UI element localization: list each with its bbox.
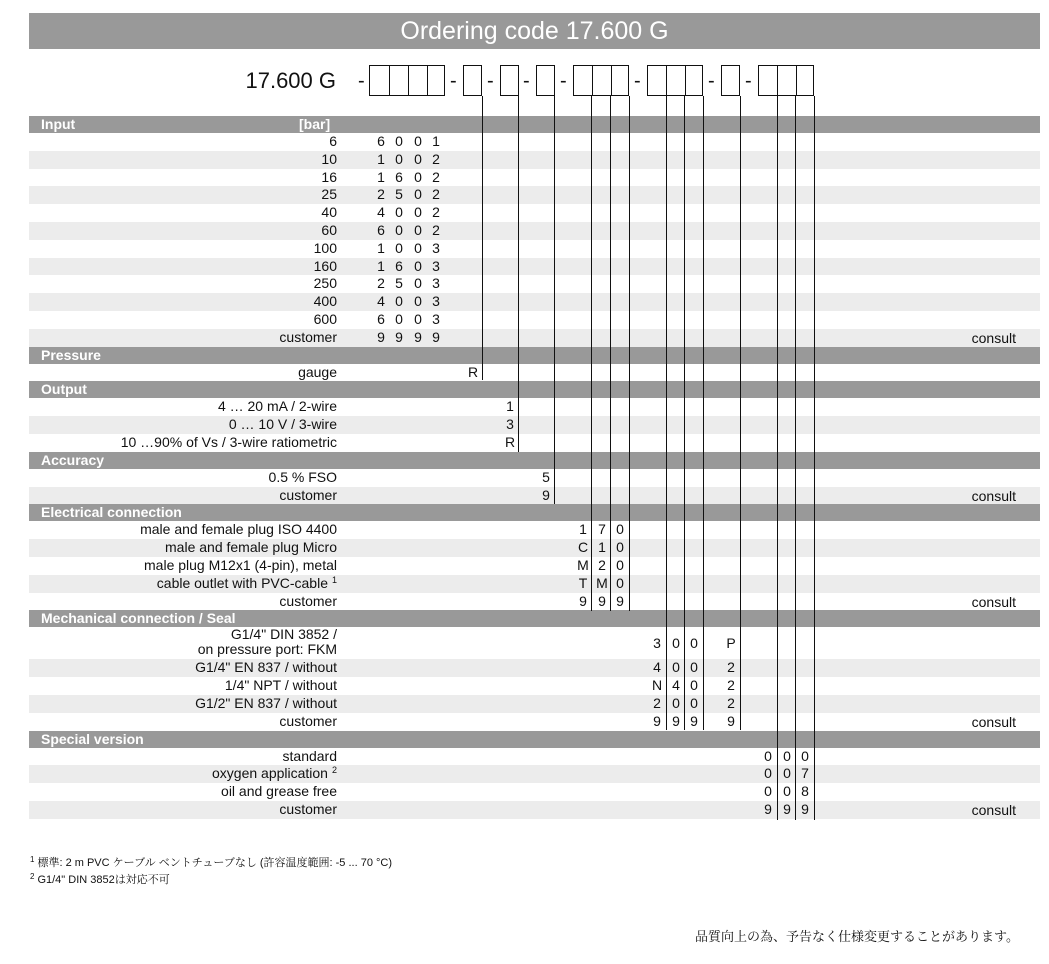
code-character: R: [467, 363, 479, 380]
table-row: [29, 557, 1040, 575]
code-character: 0: [690, 659, 698, 676]
code-character: 4: [377, 204, 385, 221]
code-character: M: [596, 574, 608, 591]
code-character: 9: [783, 801, 791, 817]
code-character: 0: [783, 783, 791, 800]
section-title: Output: [41, 381, 87, 398]
option-label: customer: [279, 486, 337, 503]
code-character: 0: [764, 783, 772, 800]
code-character: 9: [727, 712, 735, 729]
option-label: G1/4" EN 837 / without: [195, 659, 337, 676]
code-character: 0: [395, 239, 403, 256]
table-row: [29, 695, 1040, 713]
code-character: 0: [395, 150, 403, 167]
option-label: 600: [313, 311, 337, 327]
table-row: [29, 434, 1040, 452]
code-guide-line: [777, 96, 778, 820]
table-row: [29, 240, 1040, 258]
code-character: 0: [414, 150, 422, 167]
code-character: 6: [395, 168, 403, 185]
option-label: customer: [279, 328, 337, 345]
code-character: 0: [414, 186, 422, 203]
code-character: 0: [764, 747, 772, 764]
code-slot-divider: [685, 65, 686, 96]
code-guide-line: [518, 96, 519, 452]
section-header: [29, 381, 1040, 398]
section-header: [29, 504, 1040, 521]
option-label: male and female plug ISO 4400: [140, 521, 337, 538]
code-character: 9: [653, 712, 661, 729]
table-row: [29, 169, 1040, 187]
code-character: 0: [783, 765, 791, 782]
code-guide-line: [684, 96, 685, 730]
option-label: G1/4" DIN 3852 / on pressure port: FKM: [197, 626, 337, 658]
code-dash: -: [450, 70, 457, 92]
table-row: [29, 521, 1040, 539]
code-dash: -: [708, 70, 715, 92]
section-header: [29, 452, 1040, 469]
code-character: 9: [690, 712, 698, 729]
code-character: 4: [377, 293, 385, 310]
option-label: 6: [329, 133, 337, 149]
code-guide-line: [814, 96, 815, 820]
code-dash: -: [634, 70, 641, 92]
code-character: 1: [579, 521, 587, 538]
code-character: 2: [377, 275, 385, 292]
option-label: cable outlet with PVC-cable $^1$: [156, 574, 337, 591]
code-character: 1: [377, 168, 385, 185]
section-header: [29, 610, 1040, 627]
table-row: [29, 329, 1040, 347]
code-character: 0: [395, 311, 403, 327]
code-character: C: [577, 539, 589, 556]
code-slot-1: [369, 65, 445, 96]
code-character: 3: [653, 635, 661, 652]
section-title: Pressure: [41, 346, 101, 363]
code-dash: -: [745, 70, 752, 92]
table-row: [29, 311, 1040, 329]
code-dash: -: [358, 70, 365, 92]
code-character: 5: [395, 186, 403, 203]
code-character: 6: [377, 311, 385, 327]
code-character: 3: [432, 275, 440, 292]
code-character: 0: [672, 695, 680, 711]
code-character: 8: [801, 783, 809, 800]
code-character: 1: [377, 150, 385, 167]
code-character: 0: [414, 168, 422, 185]
option-label: customer: [279, 712, 337, 729]
code-character: T: [578, 574, 588, 591]
option-label: G1/2" EN 837 / without: [195, 695, 337, 711]
code-slot-6: [647, 65, 703, 96]
code-character: 2: [432, 150, 440, 167]
option-label: oxygen application $^2$: [212, 765, 337, 782]
option-label: 40: [321, 204, 337, 221]
code-character: 0: [616, 539, 624, 556]
option-label: oil and grease free: [221, 783, 337, 800]
option-label: 60: [321, 222, 337, 238]
code-character: 0: [414, 222, 422, 238]
code-guide-line: [740, 96, 741, 730]
code-slot-divider: [777, 65, 778, 96]
ordering-code-label: 17.600 G: [245, 68, 336, 93]
code-dash: -: [523, 70, 530, 92]
code-character: 0: [395, 204, 403, 221]
option-label: gauge: [298, 363, 337, 380]
section-unit: [bar]: [299, 116, 331, 132]
code-character: 0: [764, 765, 772, 782]
table-row: [29, 593, 1040, 611]
code-character: 9: [616, 592, 624, 609]
code-character: 9: [579, 592, 587, 609]
code-guide-line: [554, 96, 555, 504]
table-row: [29, 765, 1040, 783]
code-character: 1: [377, 239, 385, 256]
code-character: 9: [395, 328, 403, 345]
option-label: 10 …90% of Vs / 3-wire ratiometric: [120, 434, 337, 450]
code-character: 3: [432, 257, 440, 274]
option-label: standard: [282, 747, 337, 764]
option-label: male plug M12x1 (4-pin), metal: [144, 557, 337, 573]
code-character: 9: [377, 328, 385, 345]
table-row: [29, 275, 1040, 293]
code-slot-4: [536, 65, 555, 96]
code-character: 5: [542, 468, 550, 485]
section-title: Electrical connection: [41, 504, 182, 521]
code-character: 9: [801, 801, 809, 817]
code-guide-line: [629, 96, 630, 611]
code-character: 3: [506, 416, 514, 433]
table-row: [29, 222, 1040, 240]
code-character: 1: [432, 133, 440, 149]
option-label: 0.5 % FSO: [268, 468, 337, 485]
code-character: 7: [598, 521, 606, 538]
code-character: 0: [616, 557, 624, 573]
consult-note: consult: [971, 713, 1016, 730]
code-slot-3: [500, 65, 519, 96]
table-row: [29, 151, 1040, 169]
code-character: R: [504, 434, 516, 450]
code-guide-line: [482, 96, 483, 380]
code-character: M: [577, 557, 589, 573]
code-character: 2: [432, 168, 440, 185]
code-guide-line: [591, 96, 592, 611]
code-slot-7: [721, 65, 740, 96]
code-guide-line: [666, 96, 667, 730]
footnotes: [30, 855, 392, 889]
code-character: 0: [783, 747, 791, 764]
table-row: [29, 186, 1040, 204]
section-header: [29, 116, 1040, 133]
code-character: 2: [727, 695, 735, 711]
code-character: 0: [690, 635, 698, 652]
code-character: 2: [653, 695, 661, 711]
footnote-1: $^1$ 標準: 2 m PVC ケーブル ベントチューブなし (許容温度範囲: -5 ... 70 °C): [30, 855, 393, 869]
table-row: [29, 801, 1040, 819]
code-character: 2: [598, 557, 606, 573]
code-character: 3: [432, 239, 440, 256]
code-character: 4: [653, 659, 661, 676]
code-character: 0: [801, 747, 809, 764]
option-label: 0 … 10 V / 3-wire: [228, 416, 337, 433]
table-row: [29, 713, 1040, 731]
code-character: 0: [414, 275, 422, 292]
section-title: Input: [41, 116, 76, 132]
code-character: 4: [672, 677, 680, 694]
table-row: [29, 575, 1040, 593]
code-slot-divider: [666, 65, 667, 96]
table-row: [29, 677, 1040, 695]
table-row: [29, 539, 1040, 557]
table-row: [29, 487, 1040, 505]
code-character: 6: [377, 222, 385, 238]
page-title: Ordering code 17.600 G: [29, 13, 1040, 49]
option-label: 1/4" NPT / without: [224, 677, 337, 694]
consult-note: consult: [971, 487, 1016, 504]
consult-note: consult: [971, 802, 1016, 818]
option-label: 4 … 20 mA / 2-wire: [217, 398, 337, 415]
code-slot-8: [758, 65, 814, 96]
option-label: 16: [321, 168, 337, 185]
code-character: 9: [432, 328, 440, 345]
spec-change-notice: 品質向上の為、予告なく仕様変更することがあります。: [695, 930, 1019, 945]
code-character: 2: [727, 677, 735, 694]
table-row: [29, 469, 1040, 487]
table-row: [29, 364, 1040, 382]
table-row: [29, 398, 1040, 416]
code-dash: -: [487, 70, 494, 92]
code-character: 3: [432, 311, 440, 327]
option-label: 25: [321, 186, 337, 203]
consult-note: consult: [971, 329, 1016, 346]
table-row: [29, 133, 1040, 151]
code-character: 0: [414, 257, 422, 274]
code-character: 2: [432, 222, 440, 238]
table-row: [29, 293, 1040, 311]
table-row: [29, 627, 1040, 659]
section-title: Accuracy: [41, 451, 105, 468]
table-row: [29, 783, 1040, 801]
option-label: customer: [279, 592, 337, 609]
code-slot-5: [573, 65, 629, 96]
code-character: 9: [542, 486, 550, 503]
code-character: P: [726, 635, 736, 652]
code-character: 2: [727, 659, 735, 676]
option-label: 10: [321, 150, 337, 167]
code-character: 5: [395, 275, 403, 292]
footnote-2: $^2$ G1/4" DIN 3852は対応不可: [30, 872, 170, 886]
code-character: 0: [414, 133, 422, 149]
code-character: 0: [414, 239, 422, 256]
code-character: 1: [598, 539, 606, 556]
code-character: 6: [395, 257, 403, 274]
code-character: 9: [764, 801, 772, 817]
code-character: 9: [414, 328, 422, 345]
option-label: male and female plug Micro: [165, 539, 337, 556]
option-label: 100: [313, 239, 337, 256]
table-row: [29, 204, 1040, 222]
code-guide-line: [795, 96, 796, 820]
option-label: 160: [313, 257, 337, 274]
code-character: 0: [414, 293, 422, 310]
code-character: 1: [506, 398, 514, 415]
consult-note: consult: [971, 593, 1016, 610]
code-dash: -: [560, 70, 567, 92]
code-slot-2: [463, 65, 482, 96]
table-row: [29, 748, 1040, 766]
code-character: 2: [377, 186, 385, 203]
code-character: N: [651, 677, 663, 694]
code-character: 6: [377, 133, 385, 149]
code-slot-divider: [592, 65, 593, 96]
code-character: 7: [801, 765, 809, 782]
code-character: 0: [414, 204, 422, 221]
section-header: [29, 731, 1040, 748]
code-slot-divider: [427, 65, 428, 96]
code-character: 0: [672, 659, 680, 676]
section-title: Mechanical connection / Seal: [41, 610, 236, 627]
code-character: 1: [377, 257, 385, 274]
table-row: [29, 416, 1040, 434]
code-slot-divider: [389, 65, 390, 96]
code-guide-line: [610, 96, 611, 611]
code-character: 0: [414, 311, 422, 327]
option-label: customer: [279, 801, 337, 817]
code-character: 2: [432, 186, 440, 203]
code-character: 0: [395, 293, 403, 310]
code-character: 9: [672, 712, 680, 729]
code-character: 0: [395, 222, 403, 238]
code-character: 0: [672, 635, 680, 652]
option-label: 250: [313, 275, 337, 292]
table-row: [29, 258, 1040, 276]
code-character: 0: [616, 574, 624, 591]
code-character: 2: [432, 204, 440, 221]
code-character: 3: [432, 293, 440, 310]
code-character: 0: [616, 521, 624, 538]
code-character: 0: [690, 677, 698, 694]
code-slot-divider: [796, 65, 797, 96]
code-slot-divider: [408, 65, 409, 96]
code-slot-divider: [611, 65, 612, 96]
code-guide-line: [703, 96, 704, 730]
option-label: 400: [313, 293, 337, 310]
code-character: 9: [598, 592, 606, 609]
code-character: 0: [690, 695, 698, 711]
section-title: Special version: [41, 730, 144, 747]
code-character: 0: [395, 133, 403, 149]
section-header: [29, 347, 1040, 364]
table-row: [29, 659, 1040, 677]
